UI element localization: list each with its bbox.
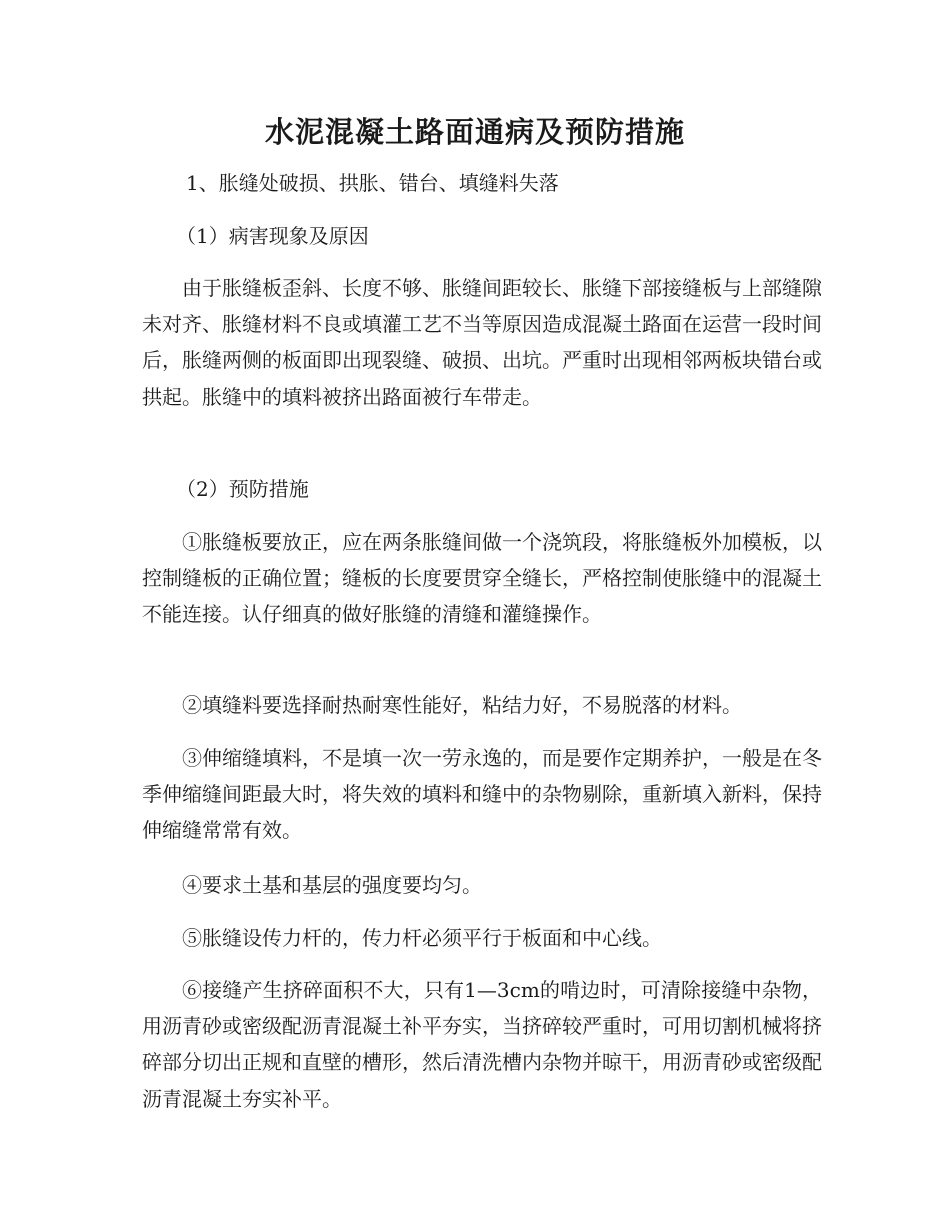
document-title: 水泥混凝土路面通病及预防措施: [264, 115, 685, 149]
measure-item-1: ①胀缝板要放正，应在两条胀缝间做一个浇筑段，将胀缝板外加模板，以控制缝板的正确位置；缝板的长度要贯穿全缝长，严格控制使胀缝中的混凝土不能连接。认仔细真的做好胀缝的清缝和灌缝操作。: [142, 530, 822, 627]
section-heading-1: 1、胀缝处破损、拱胀、错台、填缝料失落: [186, 171, 559, 195]
measure-item-5: ⑤胀缝设传力杆的，传力杆必须平行于板面和中心线。: [182, 926, 662, 950]
measure-item-4: ④要求土基和基层的强度要均匀。: [182, 873, 482, 897]
measure-item-3: ③伸缩缝填料，不是填一次一劳永逸的，而是要作定期养护，一般是在冬季伸缩缝间距最大时，将失效的填料和缝中的杂物剔除，重新填入新料，保持伸缩缝常常有效。: [142, 746, 822, 843]
measure-item-6: ⑥接缝产生挤碎面积不大，只有1—3cm的啃边时，可清除接缝中杂物，用沥青砂或密级配沥青混凝土补平夯实，当挤碎较严重时，可用切割机械将挤碎部分切出正规和直壁的槽形，然后清洗槽内杂物并晾干，用沥青砂或密级配沥青混凝土夯实补平。: [142, 978, 822, 1111]
subheading-prevention: （2）预防措施: [176, 477, 309, 501]
paragraph-causes: 由于胀缝板歪斜、长度不够、胀缝间距较长、胀缝下部接缝板与上部缝隙未对齐、胀缝材料不良或填灌工艺不当等原因造成混凝土路面在运营一段时间后，胀缝两侧的板面即出现裂缝、破损、出坑。严重时出现相邻两板块错台或拱起。胀缝中的填料被挤出路面被行车带走。: [142, 276, 822, 409]
subheading-causes: （1）病害现象及原因: [176, 224, 369, 248]
measure-item-2: ②填缝料要选择耐热耐寒性能好，粘结力好，不易脱落的材料。: [182, 693, 742, 717]
